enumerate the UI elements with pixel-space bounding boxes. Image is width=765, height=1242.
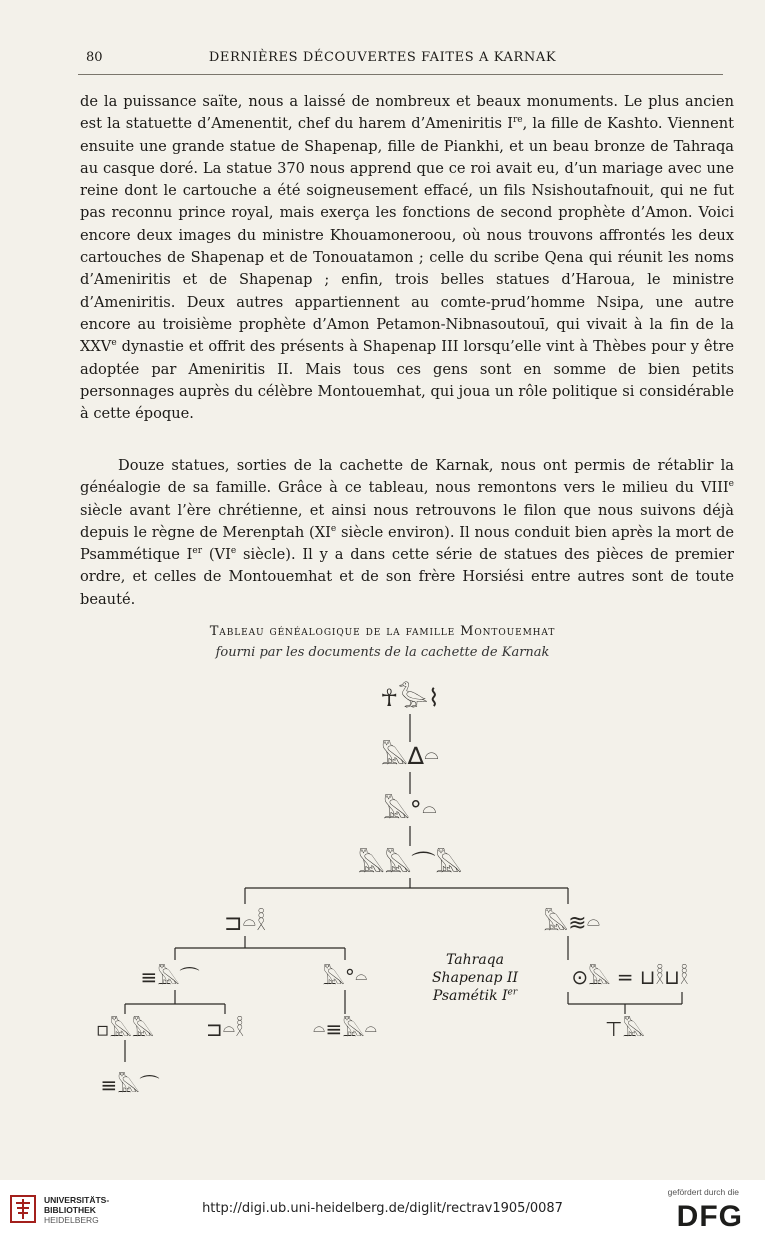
hieroglyph-group-icon: ≡𓅓⌒ bbox=[100, 1073, 160, 1097]
superscript: e bbox=[230, 546, 237, 557]
hieroglyph-group-icon: 𓅓°𓏏 bbox=[322, 965, 368, 989]
name-shapenap: Shapenap II bbox=[431, 970, 519, 986]
superscript: e bbox=[111, 338, 117, 349]
hieroglyph-group-icon: ▫𓅓𓅓 bbox=[95, 1017, 155, 1041]
hieroglyph-group-icon: 𓅓∆𓏏 bbox=[380, 742, 440, 770]
paragraph-1 bbox=[80, 91, 734, 425]
text-run: siècle avant l’ère chrétienne, et ainsi nous retrouvons le filon que nous suivons déjà depuis le règne de Merenptah (XI bbox=[80, 501, 734, 541]
hieroglyph-group-icon: 𓅓𓅓⌒𓅓 bbox=[357, 850, 463, 878]
paragraph-2 bbox=[80, 455, 734, 611]
hieroglyph-group-icon: ⊐𓏏𓎛 bbox=[205, 1017, 245, 1041]
table-subtitle: fourni par les documents de la cachette de Karnak bbox=[215, 645, 550, 660]
text-run: (VI bbox=[202, 546, 231, 564]
hieroglyph-group-icon: 𓏏≡𓅓𓏏 bbox=[312, 1017, 378, 1041]
hieroglyph-group-icon: ⊙𓅓 = ⊔𓎛⊔𓎛 bbox=[571, 965, 689, 989]
dfg-logo: DFG bbox=[676, 1200, 743, 1233]
hieroglyph-group-icon: ≡𓅓⌒ bbox=[140, 965, 200, 989]
page-number: 80 bbox=[86, 50, 103, 65]
name-psametik: Psamétik Ier bbox=[432, 987, 518, 1004]
hieroglyph-group-icon: ☥𓅭⌇ bbox=[380, 684, 440, 712]
text-run: dynastie et offrit des présents à Shapenap III lorsqu’elle vint à Thèbes pour y être adoptée par Ameniritis II. Mais tous ces gens sont en somme de bien petits personnages auprès du célèbre Montouemhat, qui joua un rôle politique si considérable à cette époque. bbox=[80, 338, 734, 423]
text-run: Douze statues, sorties de la cachette de Karnak, nous ont permis de rétablir la généalogie de sa famille. Grâce à ce tableau, nous remontons vers le milieu du VIII bbox=[80, 457, 734, 497]
footer-bar bbox=[0, 1180, 765, 1242]
university-library-name: UNIVERSITÄTS- BIBLIOTHEK HEIDELBERG bbox=[44, 1195, 110, 1225]
hieroglyph-group-icon: ⊐𓏏𓎛 bbox=[224, 911, 266, 936]
hieroglyph-group-icon: ⊤𓅓 bbox=[605, 1017, 645, 1041]
king-names bbox=[418, 951, 532, 1005]
funded-by-label: gefördert durch die bbox=[667, 1187, 739, 1197]
text-run: de la puissance saïte, nous a laissé de nombreux et beaux monuments. Le plus ancien est la statuette d’Amenentit, chef du harem d’Ameniritis I bbox=[80, 93, 734, 133]
genealogy-tree bbox=[0, 660, 765, 1110]
name-tahraqa: Tahraqa bbox=[446, 952, 504, 968]
text-run: siècle). Il y a dans cette série de statues des pièces de premier ordre, et celles de Montouemhat et de son frère Horsiési entre autres sont de toute beauté. bbox=[80, 546, 735, 608]
table-title: Tableau généalogique de la famille Montouemhat bbox=[209, 624, 556, 639]
source-url-link[interactable]: http://digi.ub.uni-heidelberg.de/diglit/rectrav1905/0087 bbox=[202, 1201, 563, 1216]
text-run: siècle environ). Il nous conduit bien après la mort de Psammétique I bbox=[80, 523, 734, 564]
superscript: er bbox=[192, 546, 203, 557]
hieroglyph-group-icon: 𓅓°𓏏 bbox=[383, 796, 437, 824]
hieroglyph-group-icon: 𓅓≋𓏏 bbox=[543, 911, 601, 936]
superscript: e bbox=[728, 479, 734, 490]
running-title: DERNIÈRES DÉCOUVERTES FAITES A KARNAK bbox=[208, 50, 557, 65]
text-run: , la fille de Kashto. Viennent ensuite une grande statue de Shapenap, fille de Piankhi, et un beau bronze de Tahraqa au casque doré. La statue 370 nous apprend que ce roi avait eu, d’un mariage avec une reine dont le cartouche a été soigneusement effacé, un fils Nsishoutafnouit, qui ne fut pas reconnu prince royal, mais exerça les fonctions de second prophète d’Amon. Voici encore deux images du ministre Khouamoneroou, où nous trouvons affrontés les deux cartouches de Shapenap et de Tonouatamon ; celle du scribe Qena qui réunit les noms d’Ameniritis et de Shapenap ; enfin, trois belles statues d’Haroua, le ministre d’Ameniritis. Deux autres appartiennent au comte-prud’homme Nsipa, une autre encore au troisième prophète d’Amon Petamon-Nibnasoutouī, qui vivait à la fin de la XXV bbox=[80, 115, 734, 356]
superscript: e bbox=[330, 524, 337, 535]
header-rule bbox=[78, 74, 723, 75]
superscript: re bbox=[512, 115, 523, 126]
